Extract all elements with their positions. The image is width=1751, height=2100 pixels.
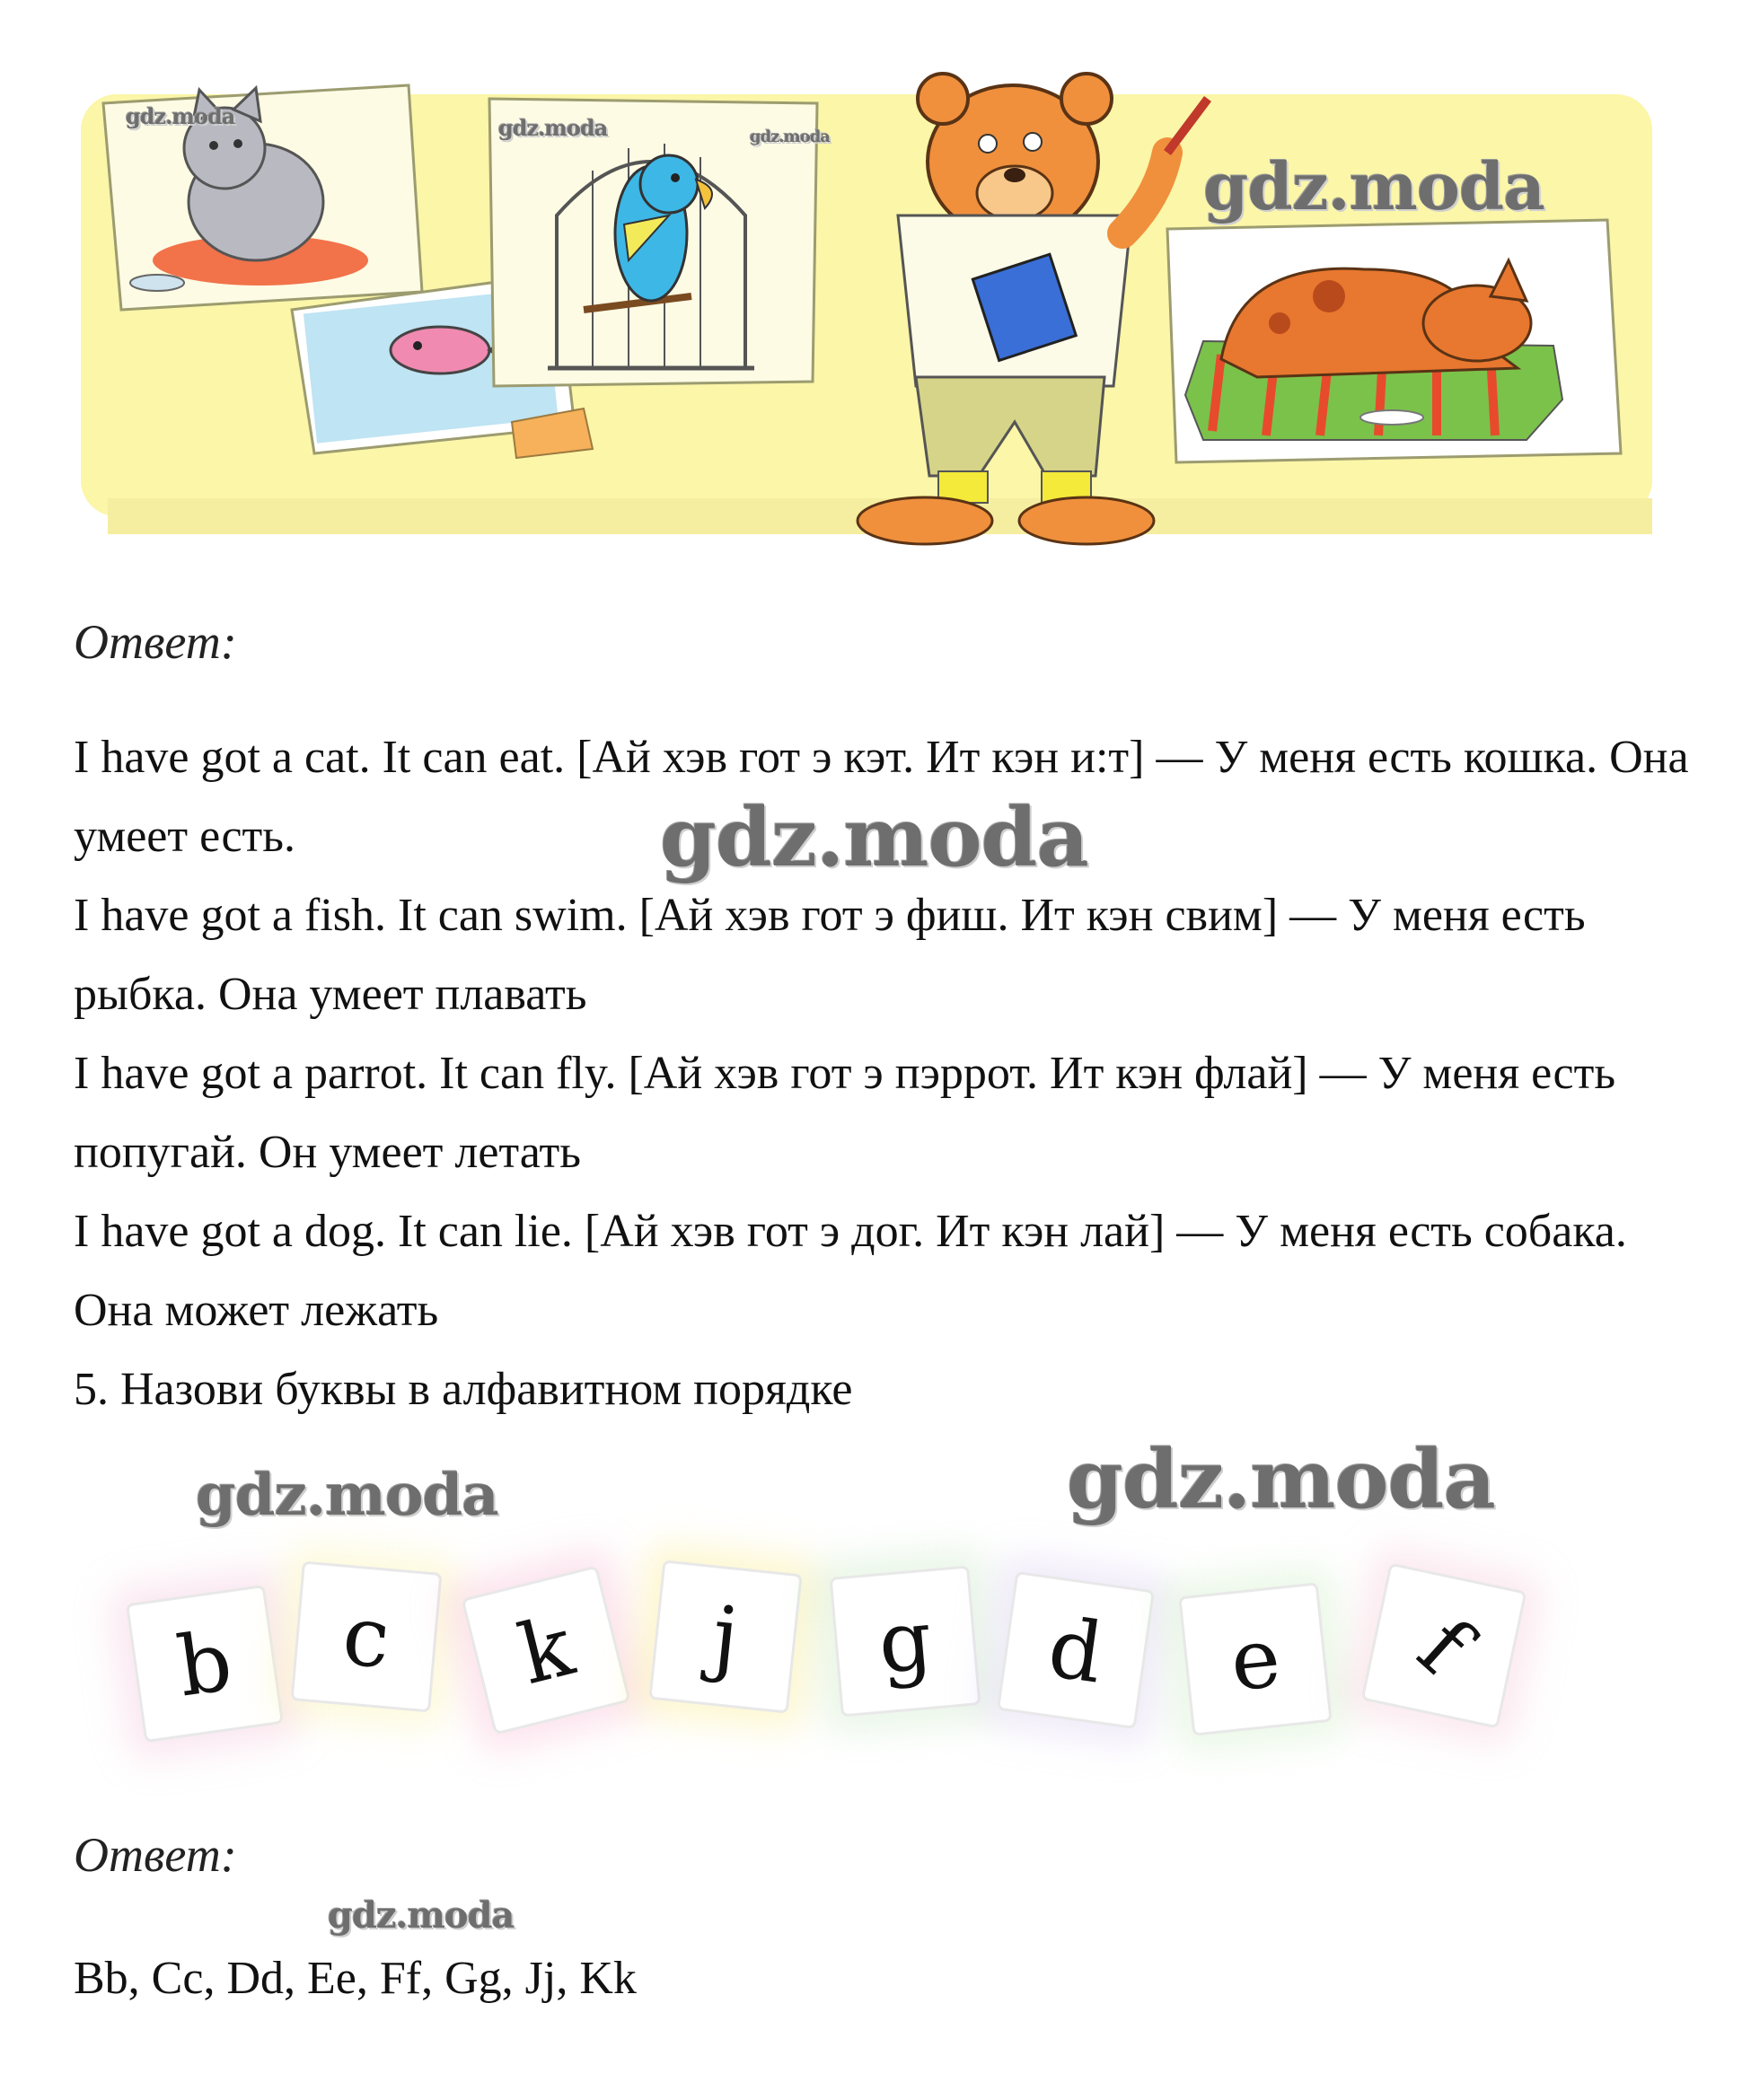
watermark-small-1: gdz.moda bbox=[126, 103, 235, 129]
watermark-large-2: gdz.moda bbox=[660, 790, 1088, 885]
letter-d: d bbox=[1043, 1598, 1109, 1702]
task-5-title: 5. Назови буквы в алфавитном порядке bbox=[74, 1364, 853, 1415]
letter-card-d bbox=[997, 1571, 1155, 1729]
dog-picture bbox=[1167, 220, 1621, 462]
letter-f: f bbox=[1400, 1599, 1488, 1692]
letter-card-b bbox=[126, 1585, 284, 1743]
letter-k: k bbox=[510, 1597, 582, 1703]
answer-line-dog: I have got a dog. It can lie. [Ай хэв гот э дог. Ит кэн лай] — У меня есть собака. Она может лежать bbox=[74, 1206, 1627, 1336]
answer-line-cat: I have got a cat. It can eat. [Ай хэв гот э кэт. Ит кэн и:т] — У меня есть кошка. Она умеет есть. bbox=[74, 732, 1689, 862]
letter-g: g bbox=[874, 1591, 937, 1691]
watermark-small-3: gdz.moda bbox=[750, 127, 830, 146]
letter-card-c bbox=[290, 1560, 442, 1712]
watermark-large-3: gdz.moda bbox=[196, 1462, 498, 1529]
letter-e: e bbox=[1226, 1608, 1285, 1710]
watermark-large-1: gdz.moda bbox=[1203, 148, 1544, 224]
watermark-small-4: gdz.moda bbox=[328, 1894, 515, 1937]
answer-label-2: Ответ: bbox=[74, 1828, 237, 1882]
answer-2-text: Bb, Cc, Dd, Ee, Ff, Gg, Jj, Kk bbox=[74, 1953, 637, 2004]
letter-c: c bbox=[339, 1586, 394, 1687]
letter-b: b bbox=[172, 1612, 238, 1716]
letter-cards bbox=[99, 1490, 1643, 1787]
answer-1-text bbox=[74, 718, 1690, 1429]
letter-card-j bbox=[648, 1560, 802, 1713]
watermark-large-4: gdz.moda bbox=[1067, 1432, 1495, 1527]
answer-label-1: Ответ: bbox=[74, 615, 237, 669]
answer-line-fish: I have got a fish. It can swim. [Ай хэв гот э фиш. Ит кэн свим] — У меня есть рыбка. Она умеет плавать bbox=[74, 890, 1586, 1020]
letter-card-e bbox=[1178, 1582, 1332, 1735]
watermark-small-2: gdz.moda bbox=[498, 115, 608, 141]
letter-card-g bbox=[829, 1565, 981, 1717]
pets-illustration bbox=[0, 0, 1751, 575]
letter-j: j bbox=[708, 1587, 744, 1686]
answer-line-parrot: I have got a parrot. It can fly. [Ай хэв гот э пэррот. Ит кэн флай] — У меня есть попугай. Он умеет летать bbox=[74, 1048, 1616, 1178]
letter-card-k bbox=[461, 1565, 630, 1735]
letter-card-f bbox=[1360, 1562, 1527, 1728]
